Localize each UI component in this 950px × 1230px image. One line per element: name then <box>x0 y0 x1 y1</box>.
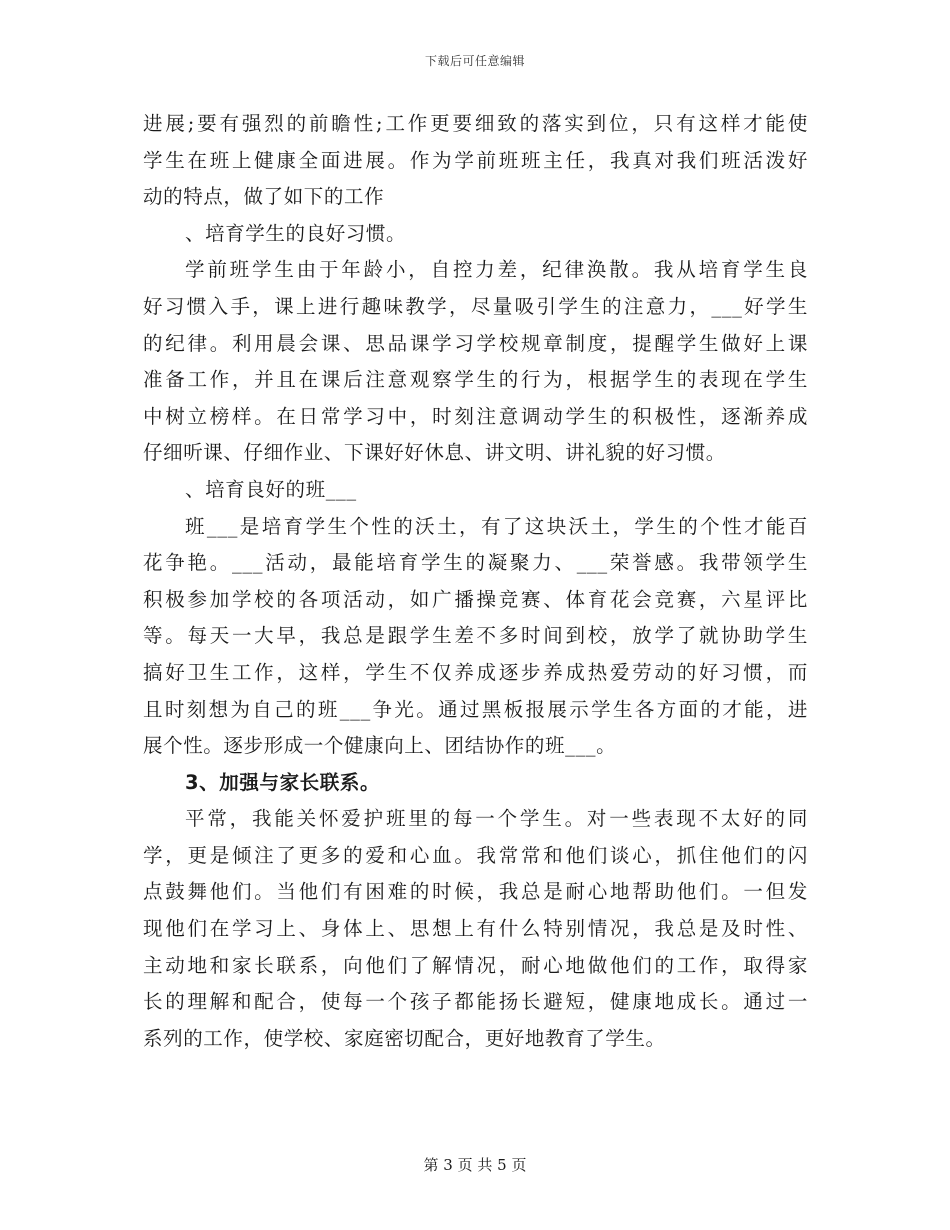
text-line: 长的理解和配合，使每一个孩子都能扬长避短，健康地成长。通过一 <box>143 990 808 1014</box>
section-heading-bold: 3、加强与家长联系。 <box>185 770 381 794</box>
text-line: 等。每天一大早，我总是跟学生差不多时间到校，放学了就协助学生 <box>143 624 808 648</box>
text-line: 花争艳。___活动，最能培育学生的凝聚力、___荣誉感。我带领学生 <box>143 551 808 575</box>
text-line: 搞好卫生工作，这样，学生不仅养成逐步养成热爱劳动的好习惯，而 <box>143 660 808 684</box>
text-line: 展个性。逐步形成一个健康向上、团结协作的班___。 <box>143 734 617 758</box>
text-line: 学生在班上健康全面进展。作为学前班班主任，我真对我们班活泼好 <box>143 148 808 172</box>
text-line: 学，更是倾注了更多的爱和心血。我常常和他们谈心，抓住他们的闪 <box>143 843 808 867</box>
text-line: 主动地和家长联系，向他们了解情况，耐心地做他们的工作，取得家 <box>143 953 808 977</box>
section-heading: 、培育良好的班___ <box>185 477 357 501</box>
text-line: 的纪律。利用晨会课、思品课学习学校规章制度，提醒学生做好上课 <box>143 331 808 355</box>
page-header-note: 下载后可任意编辑 <box>424 54 525 68</box>
text-line: 仔细听课、仔细作业、下课好好休息、讲文明、讲礼貌的好习惯。 <box>143 441 726 465</box>
text-line: 且时刻想为自己的班___争光。通过黑板报展示学生各方面的才能，进 <box>143 697 808 721</box>
text-line: 学前班学生由于年龄小，自控力差，纪律涣散。我从培育学生良 <box>185 258 808 282</box>
text-line: 平常，我能关怀爱护班里的每一个学生。对一些表现不太好的同 <box>185 807 808 831</box>
text-line: 进展;要有强烈的前瞻性;工作更要细致的落实到位，只有这样才能使 <box>143 112 808 135</box>
text-line: 动的特点，做了如下的工作 <box>143 185 385 209</box>
page-number: 第 3 页 共 5 页 <box>423 1156 527 1174</box>
text-line: 好习惯入手，课上进行趣味教学，尽量吸引学生的注意力，___好学生 <box>143 294 808 318</box>
text-line: 中树立榜样。在日常学习中，时刻注意调动学生的积极性，逐渐养成 <box>143 404 808 428</box>
text-line: 班___是培育学生个性的沃土，有了这块沃土，学生的个性才能百 <box>185 514 808 538</box>
section-heading: 、培育学生的良好习惯。 <box>185 221 407 245</box>
text-line: 积极参加学校的各项活动，如广播操竞赛、体育花会竞赛，六星评比 <box>143 587 808 611</box>
document-body <box>143 106 808 1057</box>
text-line: 点鼓舞他们。当他们有困难的时候，我总是耐心地帮助他们。一但发 <box>143 880 808 904</box>
text-line: 准备工作，并且在课后注意观察学生的行为，根据学生的表现在学生 <box>143 368 808 392</box>
text-line: 现他们在学习上、身体上、思想上有什么特别情况，我总是及时性、 <box>143 917 808 941</box>
text-line: 系列的工作，使学校、家庭密切配合，更好地教育了学生。 <box>143 1026 666 1050</box>
